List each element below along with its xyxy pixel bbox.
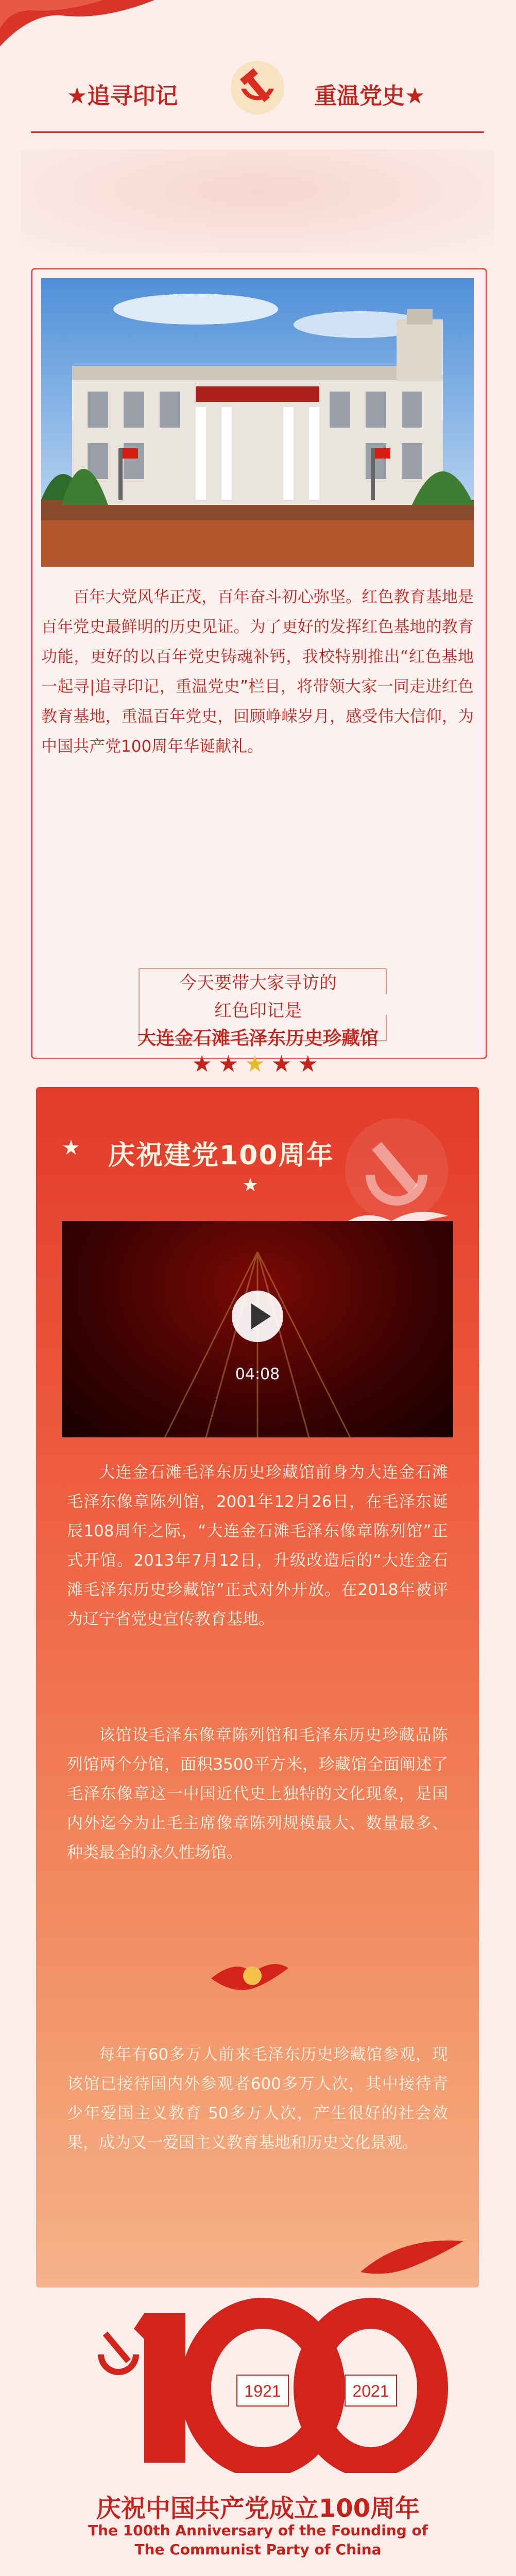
today-line-1: 今天要带大家寻访的	[179, 973, 337, 993]
today-place: 大连金石滩毛泽东历史珍藏馆	[137, 1028, 379, 1049]
english-title-line-2: The Communist Party of China	[134, 2541, 382, 2558]
celebrate-title: 庆祝中国共产党成立100周年	[96, 2494, 420, 2523]
year-end: 2021	[352, 2382, 389, 2400]
panel-paragraph-1: 大连金石滩毛泽东历史珍藏馆前身为大连金石滩毛泽东像章陈列馆，2001年12月26日，在毛泽东诞辰108周年之际，“大连金石滩毛泽东像章陈列馆”正式开馆。2013年7月12日，升级改造后的“大连金石滩毛泽东历史珍藏馆”正式对外开放。在2018年被评为辽宁省党史宣传教育基地。	[67, 1463, 448, 1629]
star-icon: ★	[67, 83, 88, 109]
header-divider	[31, 131, 484, 133]
red-flag-decoration	[0, 0, 154, 46]
play-icon	[251, 1303, 271, 1329]
header-left-title: ★追寻印记	[67, 83, 178, 109]
party-emblem-icon	[227, 57, 288, 118]
star-icon: ★	[218, 1051, 245, 1077]
star-icon: ★	[245, 1051, 271, 1077]
ribbon-decoration	[360, 2231, 463, 2277]
star-icon: ★	[405, 83, 425, 109]
panel-paragraph-2: 该馆设毛泽东像章陈列馆和毛泽东历史珍藏品陈列馆两个分馆，面积3500平方米，珍藏馆全面阐述了毛泽东像章这一中国近代史上独特的文化现象，是国内外迄今为止毛主席像章陈列规模最大、数量最多、种类最全的永久性场馆。	[67, 1726, 448, 1862]
star-icon: ★	[62, 1136, 80, 1160]
anniversary-100-logo	[67, 2298, 448, 2473]
star-icon: ★	[192, 1051, 218, 1077]
star-icon: ★	[298, 1051, 324, 1077]
panel-title: 庆祝建党100周年	[108, 1140, 334, 1171]
star-icon: ★	[242, 1175, 259, 1196]
rating-stars	[0, 1051, 516, 1077]
star-icon: ★	[271, 1051, 298, 1077]
year-start: 1921	[244, 2382, 281, 2400]
english-title-line-1: The 100th Anniversary of the Founding of	[88, 2522, 428, 2539]
flower-ribbon-decoration	[206, 1947, 294, 2004]
today-line-2: 红色印记是	[214, 1001, 302, 1021]
decorative-background	[21, 149, 494, 252]
memorial-hall-photo	[41, 278, 474, 567]
header-right-title: 重温党史★	[314, 83, 425, 109]
video-time: 04:08	[235, 1365, 280, 1383]
intro-paragraph: 百年大党风华正茂，百年奋斗初心弥坚。红色教育基地是百年党史最鲜明的历史见证。为了更好的发挥红色基地的教育功能，更好的以百年党史铸魂补钙，我校特别推出“红色基地一起寻|追寻印记，重温党史”栏目，将带领大家一同走进红色教育基地，重温百年党史，回顾峥嵘岁月，感受伟大信仰，为中国共产党100周年华诞献礼。	[41, 588, 474, 756]
panel-paragraph-3: 每年有60多万人前来毛泽东历史珍藏馆参观，现该馆已接待国内外参观者600多万人次，其中接待青少年爱国主义教育 50多万人次，产生很好的社会效果，成为又一爱国主义教育基地和历史文化景观。	[67, 2045, 448, 2152]
